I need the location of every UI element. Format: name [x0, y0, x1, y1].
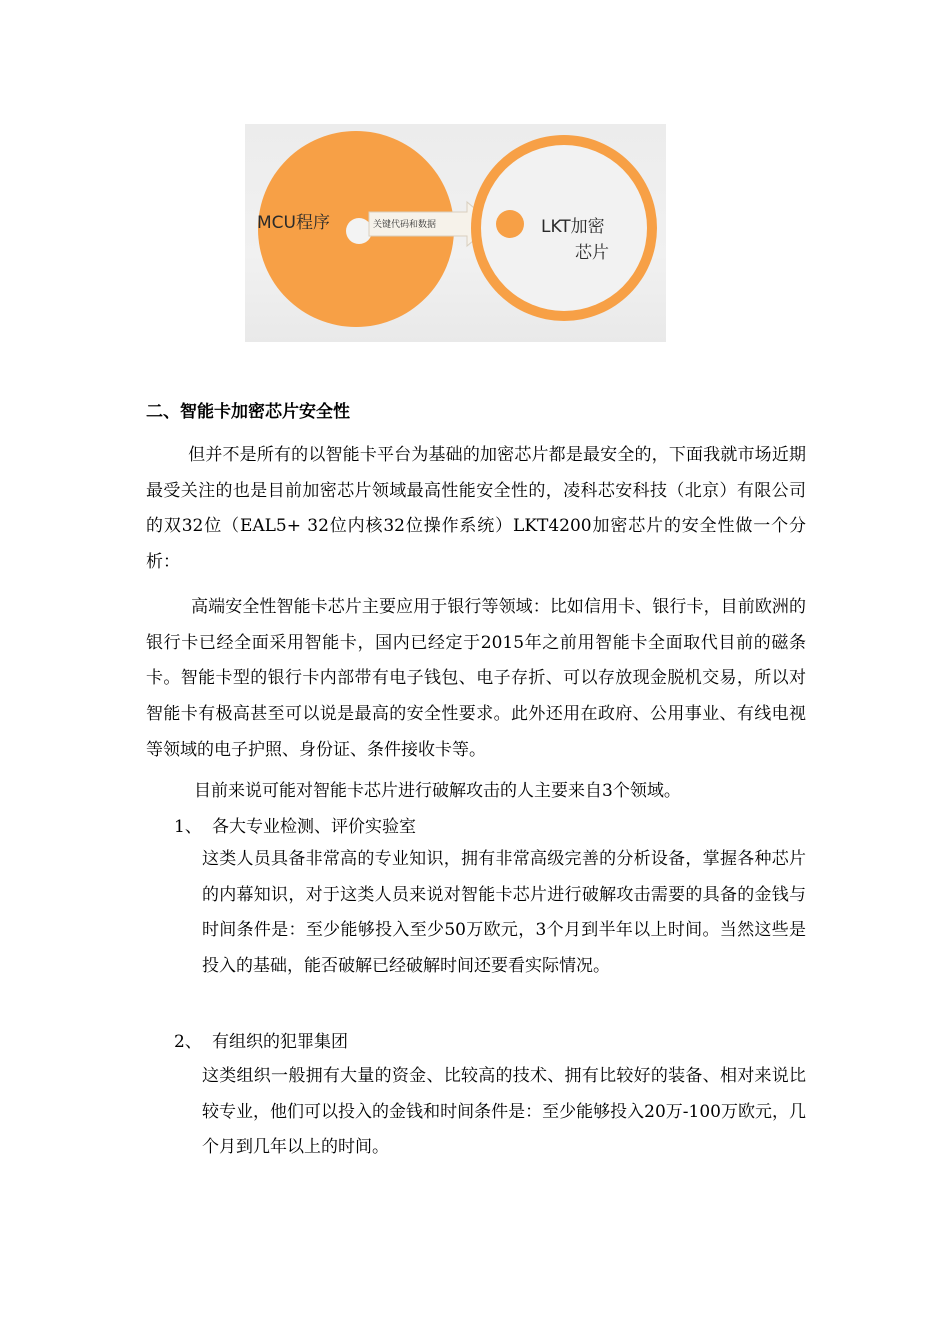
list-item-title	[174, 1028, 348, 1056]
paragraph-applications-text: 高端安全性智能卡芯片主要应用于银行等领域：比如信用卡、银行卡，目前欧洲的银行卡已经全面采用智能卡，国内已经定于2015年之前用智能卡全面取代目前的磁条卡。智能卡型的银行卡内部带有电子钱包、电子存折、可以存放现金脱机交易，所以对智能卡有极高甚至可以说是最高的安全性要求。此外还用在政府、公用事业、有线电视等领域的电子护照、身份证、条件接收卡等。	[146, 597, 806, 760]
arrow-label: 关键代码和数据	[373, 220, 437, 230]
mcu-label: MCU程序	[257, 213, 330, 233]
list-item-body: 这类组织一般拥有大量的资金、比较高的技术、拥有比较好的装备、相对来说比较专业，他们可以投入的金钱和时间条件是：至少能够投入20万-100万欧元，几个月到几年以上的时间。	[202, 1066, 806, 1158]
lkt-core-dot	[496, 210, 524, 238]
lkt-label-line1: LKT加密	[541, 217, 605, 237]
paragraph-intro-text: 但并不是所有的以智能卡平台为基础的加密芯片都是最安全的，下面我就市场近期最受关注的也是目前加密芯片领域最高性能安全性的，凌科芯安科技（北京）有限公司的双32位（EAL5+ 32位内核32位操作系统）LKT4200加密芯片的安全性做一个分析：	[146, 445, 806, 573]
paragraph-attackers-text: 目前来说可能对智能卡芯片进行破解攻击的人主要来自3个领域。	[194, 781, 681, 801]
list-item-title	[174, 813, 416, 841]
lkt-label-line2: 芯片	[575, 243, 609, 263]
paragraph-intro	[146, 438, 806, 581]
list-item-number: 1、	[174, 817, 202, 837]
paragraph-attackers	[146, 774, 806, 810]
list-item-heading: 有组织的犯罪集团	[212, 1032, 348, 1052]
list-item-number: 2、	[174, 1032, 202, 1052]
mcu-hole	[346, 218, 372, 244]
paragraph-applications	[146, 590, 806, 769]
section-heading: 二、智能卡加密芯片安全性	[146, 402, 350, 422]
diagram-figure	[245, 124, 666, 342]
list-item-heading: 各大专业检测、评价实验室	[212, 817, 416, 837]
list-item-body: 这类人员具备非常高的专业知识，拥有非常高级完善的分析设备，掌握各种芯片的内幕知识，对于这类人员来说对智能卡芯片进行破解攻击需要的具备的金钱与时间条件是：至少能够投入至少50万欧元，3个月到半年以上时间。当然这些是投入的基础，能否破解已经破解时间还要看实际情况。	[202, 849, 806, 977]
